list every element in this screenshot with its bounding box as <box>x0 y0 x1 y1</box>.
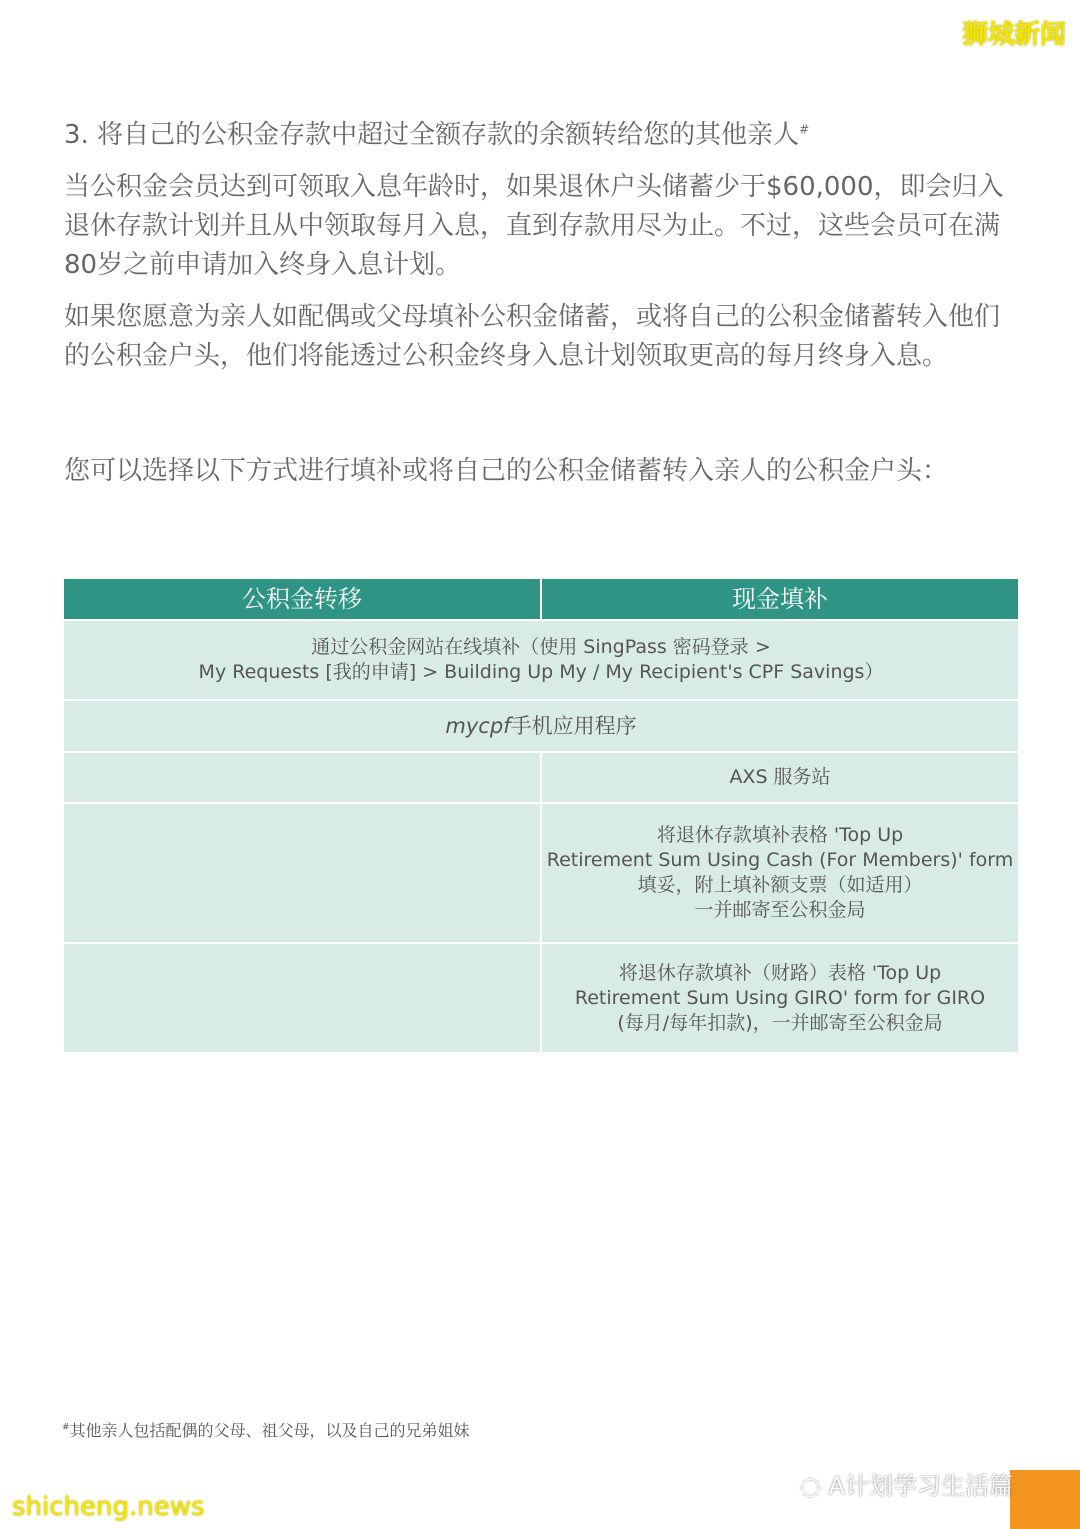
heading-text: 3. 将自己的公积金存款中超过全额存款的余额转给您的其他亲人 <box>64 120 800 150</box>
paragraph-2: 如果您愿意为亲人如配偶或父母填补公积金储蓄，或将自己的公积金储蓄转入他们的公积金户头，他们将能透过公积金终身入息计划领取更高的每月终身入息。 <box>64 302 1001 371</box>
form-cash-line4: 一并邮寄至公积金局 <box>694 899 866 921</box>
row-app <box>63 700 1019 752</box>
form-giro-line3: (每月/每年扣款)，一并邮寄至公积金局 <box>617 1011 943 1034</box>
paragraph-1: 当公积金会员达到可领取入息年龄时，如果退休户头储蓄少于$60,000，即会归入退休存款计划并且从中领取每月入息，直到存款用尽为止。不过，这些会员可在满80岁之前申请加入终身入息计划。 <box>64 172 1004 280</box>
wechat-account-label <box>800 1466 1013 1501</box>
header-cpf-transfer: 公积金转移 <box>63 578 541 620</box>
options-table <box>62 577 1020 1054</box>
form-giro-line1: 将退休存款填补（财路）表格 'Top Up <box>618 961 942 984</box>
wechat-name: A计划学习生活篇 <box>828 1472 1013 1500</box>
form-cash-line2: Retirement Sum Using Cash (For Members)' form <box>546 849 1014 871</box>
row-form-cash <box>541 803 1019 943</box>
form-giro-line2: Retirement Sum Using GIRO' form for GIRO <box>574 986 986 1009</box>
row-axs-empty <box>63 752 541 803</box>
form-cash-line3: 填妥，附上填补额支票（如适用） <box>637 874 923 896</box>
section-heading <box>64 114 809 151</box>
watermark-bottom: shicheng.news <box>12 1492 205 1522</box>
wechat-icon: ◌ <box>800 1472 829 1500</box>
row-form-giro <box>541 943 1019 1053</box>
footnote-mark: # <box>62 1422 70 1433</box>
header-cash-topup: 现金填补 <box>541 578 1019 620</box>
row-online <box>63 620 1019 700</box>
row-axs: AXS 服务站 <box>541 752 1019 803</box>
row-giro-empty <box>63 943 541 1053</box>
orange-corner-block <box>1010 1470 1080 1529</box>
form-cash-line1: 将退休存款填补表格 'Top Up <box>656 824 904 846</box>
row-form-empty <box>63 803 541 943</box>
row-online-line1: 通过公积金网站在线填补（使用 SingPass 密码登录 > <box>311 636 771 658</box>
app-name: mycpf <box>445 713 511 738</box>
footnote-text: 其他亲人包括配偶的父母、祖父母，以及自己的兄弟姐妹 <box>69 1421 470 1440</box>
watermark-top: 狮城新闻 <box>961 20 1066 50</box>
app-label: 手机应用程序 <box>510 713 637 738</box>
paragraph-3: 您可以选择以下方式进行填补或将自己的公积金储蓄转入亲人的公积金户头： <box>64 456 949 486</box>
row-online-line2: My Requests [我的申请] > Building Up My / My Recipient's CPF Savings） <box>198 661 884 683</box>
heading-mark: # <box>799 122 810 137</box>
footnote <box>62 1418 470 1441</box>
